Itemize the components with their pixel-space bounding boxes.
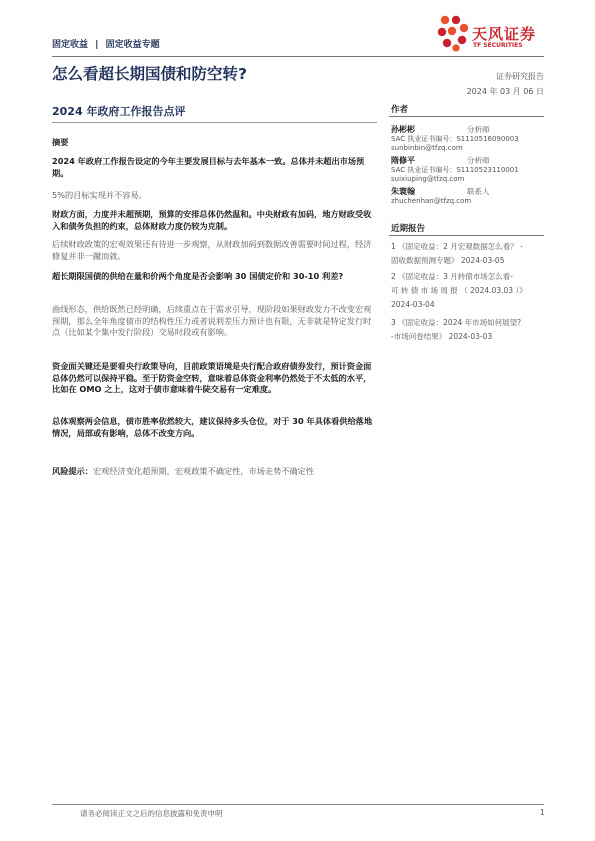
subtitle-rule [52, 122, 377, 123]
breadcrumb-separator: | [95, 40, 99, 50]
author-email[interactable]: sunbinbin@tfzq.com [391, 144, 463, 152]
footer-disclaimer: 请务必阅读正文之后的信息披露和免责申明 [80, 809, 223, 818]
summary-paragraph: 5%的目标实现并不容易。 [52, 190, 147, 200]
authors-rule [389, 116, 544, 117]
author-entry [391, 124, 546, 153]
recent-report-line: 固收数据预测专题》 2024-03-05 [391, 256, 505, 265]
company-logo [436, 14, 546, 56]
breadcrumb-fixed-income: 固定收益 [52, 40, 89, 50]
recent-report-line: 可 转 债 市 场 周 报 （ 2024.03.03 ）》 [391, 286, 527, 295]
author-name: 隋修平 [391, 156, 415, 165]
breadcrumb [52, 37, 160, 50]
recent-report-line: 3 《固定收益：2024 年市场如何展望? [391, 318, 522, 327]
author-email[interactable]: zhuchenhan@tfzq.com [391, 197, 472, 205]
author-entry [391, 155, 546, 184]
authors-heading: 作者 [391, 105, 409, 115]
author-name: 朱寰翰 [391, 187, 415, 196]
author-name: 孙彬彬 [391, 125, 415, 134]
summary-paragraph: 资金面关键还是要看央行政策导向，目前政策语境是央行配合政府债券发行，预计资金面总体仍然可以保持平稳。至于防资金空转，意味着总体资金利率仍然处于不太低的水平，比如在 OMO 之上，这对于债市意味着牛陡交易有一定难度。 [52, 361, 372, 394]
page-number: 1 [540, 808, 545, 817]
summary-paragraph: 2024 年政府工作报告设定的今年主要发展目标与去年基本一致。总体并未超出市场预期。 [52, 156, 365, 178]
recent-report-line: 1 《固定收益：2 月宏观数据怎么看？ - [391, 242, 523, 251]
summary-heading: 摘要 [52, 137, 69, 147]
header-rule [52, 56, 544, 57]
author-cert: SAC 执业证书编号：S1110523110001 [391, 166, 519, 174]
recent-reports-heading: 近期报告 [391, 224, 426, 234]
recent-report-item[interactable] [391, 240, 546, 268]
author-role: 分析师 [467, 156, 490, 165]
summary-paragraph: 超长期限国债的供给在量和价两个角度是否会影响 30 国债定价和 30-10 利差? [52, 271, 344, 281]
risk-text: 宏观经济变化超预期，宏观政策不确定性，市场走势不确定性 [92, 466, 315, 476]
logo-english-name: TF SECURITIES [473, 42, 523, 49]
risk-warning [52, 466, 377, 478]
recent-reports-rule [389, 235, 544, 236]
summary-paragraph: 总体观察两会信息，债市胜率依然较大，建议保持多头仓位，对于 30 年具体看供给落地情况，局部或有影响，总体不改变方向。 [52, 416, 373, 438]
recent-report-item[interactable] [391, 316, 546, 344]
recent-report-item[interactable] [391, 270, 546, 312]
report-type: 证券研究报告 [496, 72, 544, 81]
summary-paragraph: 后续财政政策的宏观效果还有待进一步观察，从财政加码到数据改善需要时间过程，经济修复并非一蹴而就。 [52, 239, 372, 261]
footer-rule [52, 804, 544, 805]
author-cert: SAC 执业证书编号：S1110516090003 [391, 135, 519, 143]
breadcrumb-fixed-income-topic: 固定收益专题 [105, 40, 160, 50]
author-role: 分析师 [467, 125, 490, 134]
logo-name: 天风证券 [472, 25, 537, 43]
author-role: 联系人 [467, 187, 490, 196]
report-title: 怎么看超长期国债和防空转? [52, 65, 247, 83]
report-date: 2024 年 03 月 06 日 [466, 87, 544, 96]
recent-report-line: 2 《固定收益：3 月转债市场怎么看- [391, 272, 514, 281]
summary-paragraph: 财政方面，力度并未超预期，预算的安排总体仍然温和。中央财政有加码，地方财政受收入和债务负担的约束，总体财政力度仍较为克制。 [52, 209, 372, 231]
recent-report-line: -市场问卷结果》 2024-03-03 [391, 332, 493, 341]
author-email[interactable]: suixiuping@tfzq.com [391, 175, 465, 183]
author-entry [391, 186, 546, 206]
summary-paragraph: 曲线形态，供给既然已经明确，后续重点在于需求引导，现阶段如果财政发力不改变宏观预期，那么全年角度债市的结构性压力或者说利差压力预计也有限，无非就是特定发行时点（比如某个集中发行阶段）交易时段或有影响。 [52, 304, 372, 337]
report-subtitle: 2024 年政府工作报告点评 [52, 105, 186, 118]
risk-label: 风险提示： [52, 466, 93, 476]
logo-emblem-icon [436, 14, 470, 52]
recent-report-line: 2024-03-04 [391, 300, 435, 309]
